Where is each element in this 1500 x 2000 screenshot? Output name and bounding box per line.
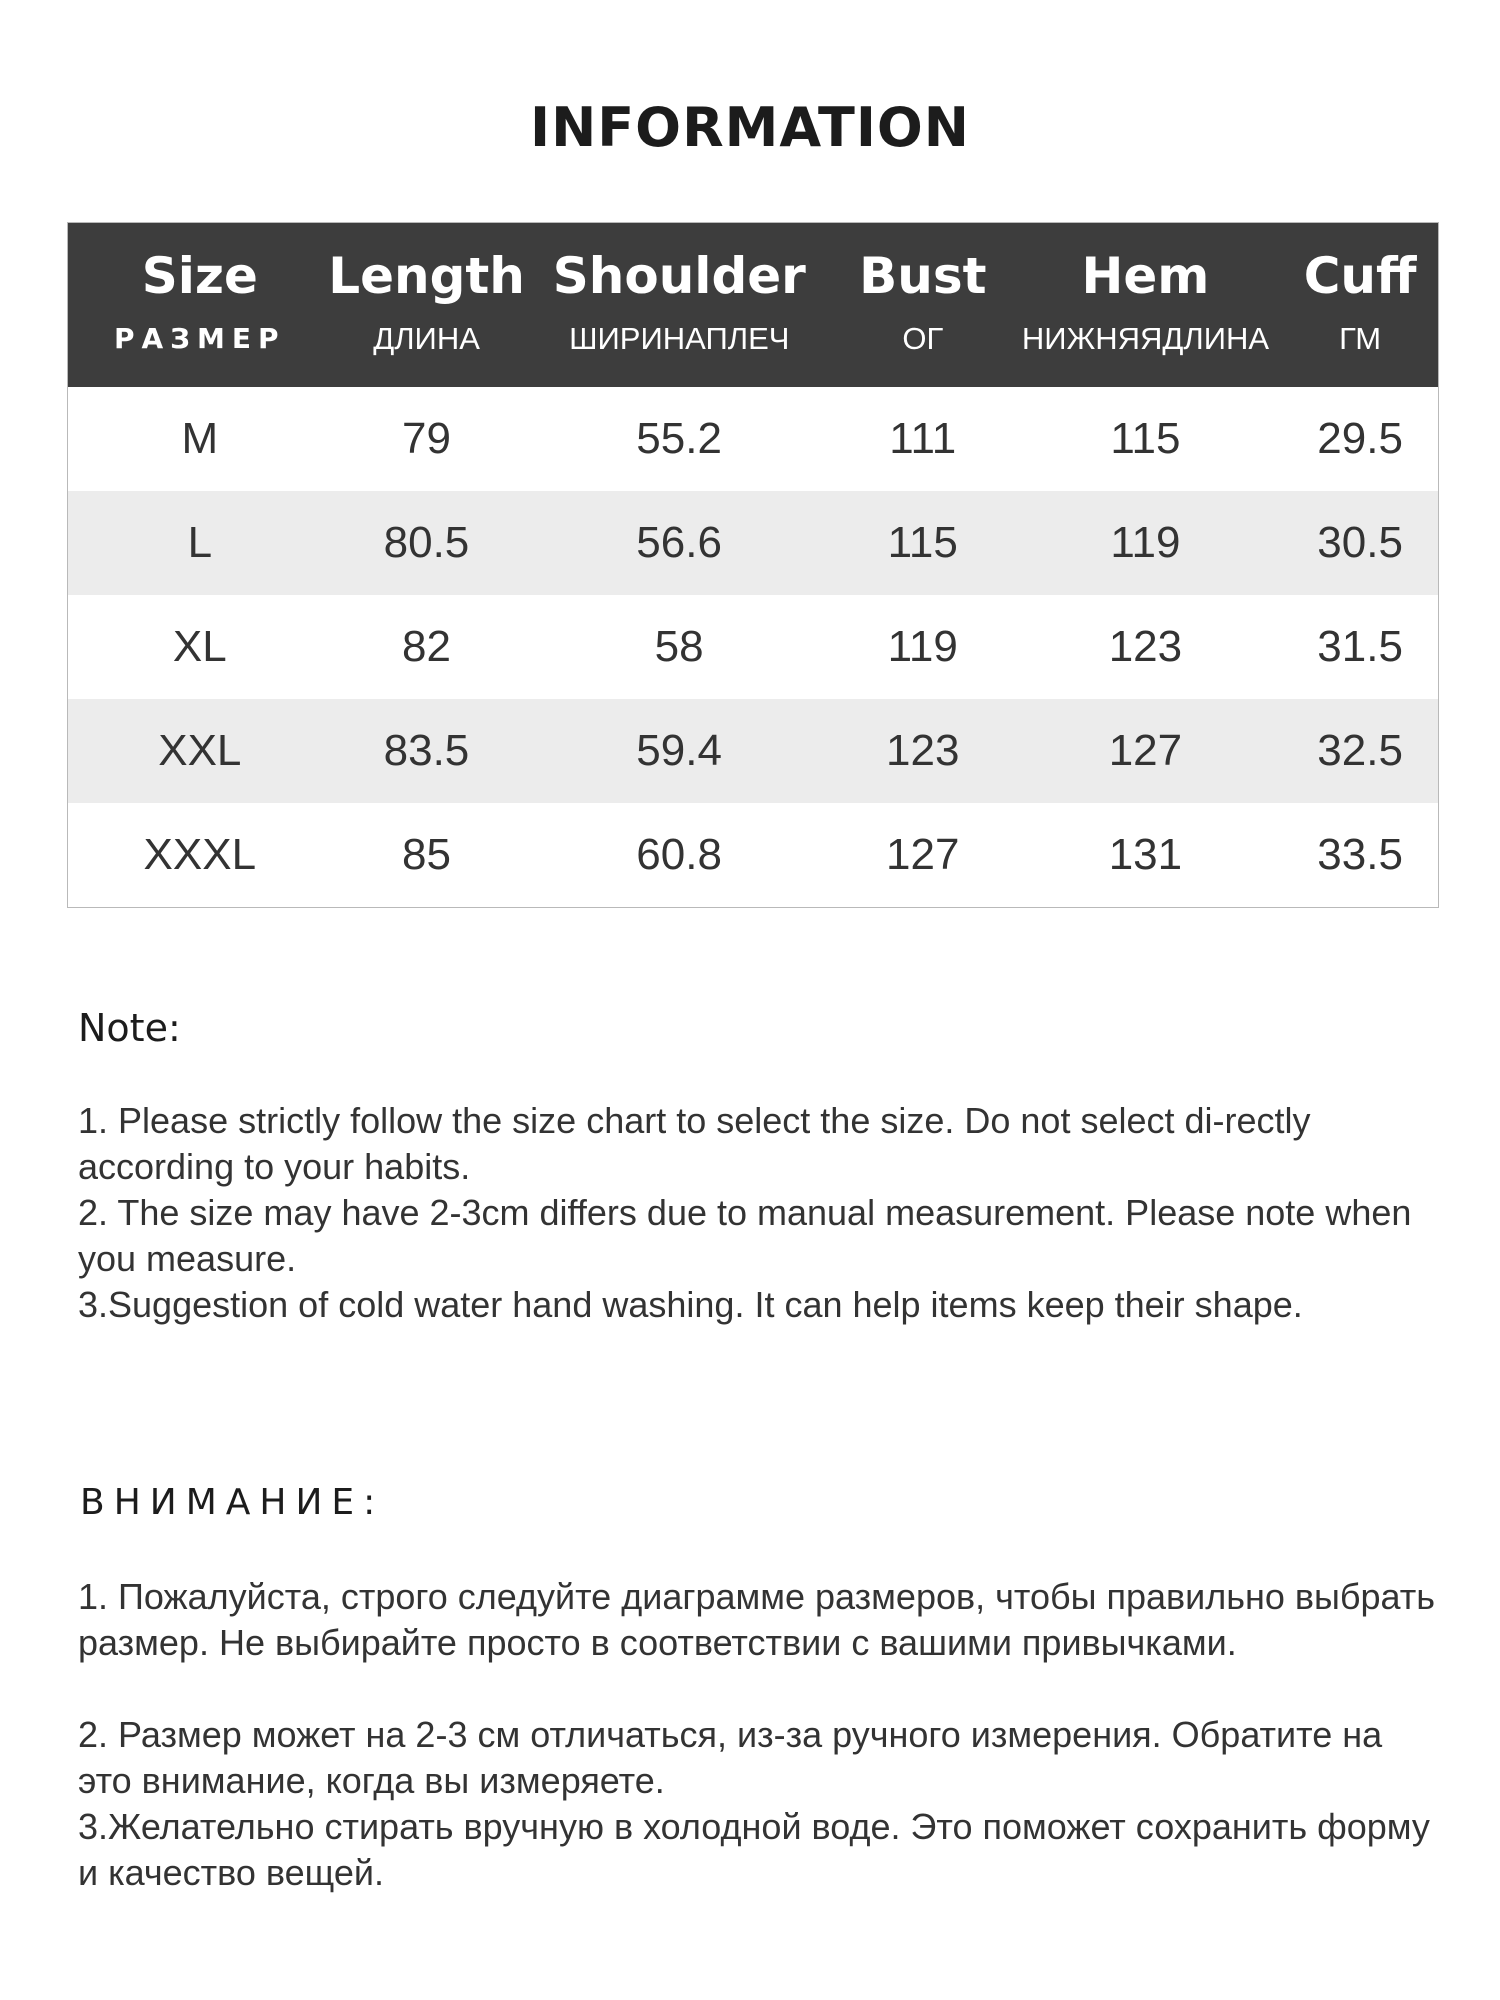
note-item-1: 1. Please strictly follow the size chart to select the size. Do not select di-rectly according to your habits. — [78, 1100, 1311, 1187]
cell-bust: 127 — [886, 830, 960, 879]
cell-shoulder: 56.6 — [636, 518, 722, 567]
size-chart-table — [67, 222, 1439, 908]
cell-shoulder: 58 — [654, 622, 704, 671]
cell-length: 79 — [401, 414, 451, 463]
header-shoulder-ru: ШИРИНАПЛЕЧ — [569, 321, 790, 356]
cell-size: XXXL — [143, 830, 257, 879]
cell-size: XL — [172, 622, 227, 671]
note-ru-heading: ВНИМАНИЕ: — [80, 1482, 385, 1523]
header-hem — [1009, 223, 1283, 387]
header-bust-ru: ОГ — [902, 321, 944, 356]
table-row — [68, 803, 1438, 907]
header-size-en: Size — [141, 247, 258, 305]
header-hem-ru: НИЖНЯЯДЛИНА — [1021, 321, 1270, 356]
cell-length: 85 — [401, 830, 451, 879]
cell-size: L — [187, 518, 213, 567]
cell-hem: 123 — [1108, 622, 1183, 671]
cell-shoulder: 60.8 — [636, 830, 722, 879]
cell-length: 80.5 — [383, 518, 470, 567]
cell-cuff: 32.5 — [1317, 726, 1403, 775]
cell-bust: 115 — [887, 518, 958, 567]
cell-cuff: 31.5 — [1317, 622, 1403, 671]
cell-bust: 119 — [887, 622, 958, 671]
cell-cuff: 30.5 — [1317, 518, 1403, 567]
header-length-en: Length — [328, 247, 525, 305]
cell-size: M — [181, 414, 219, 463]
note-ru-item-3: 3.Желательно стирать вручную в холодной воде. Это поможет сохранить форму и качество вещей. — [78, 1806, 1430, 1893]
cell-hem: 127 — [1108, 726, 1183, 775]
note-ru-item-2: 2. Размер может на 2-3 см отличаться, из-за ручного измерения. Обратите на это внимание, когда вы измеряете. — [78, 1714, 1383, 1801]
table-row — [68, 699, 1438, 803]
header-cuff-ru: ГМ — [1339, 321, 1382, 356]
cell-length: 83.5 — [383, 726, 470, 775]
table-row — [68, 491, 1438, 595]
header-bust-en: Bust — [859, 247, 987, 305]
header-shoulder — [522, 223, 837, 387]
header-hem-en: Hem — [1081, 247, 1210, 305]
note-ru-item-1: 1. Пожалуйста, строго следуйте диаграмме размеров, чтобы правильно выбрать размер. Не выбирайте просто в соответствии с вашими привычками. — [78, 1576, 1436, 1663]
cell-hem: 131 — [1108, 830, 1183, 879]
header-size-ru: РАЗМЕР — [113, 322, 286, 355]
cell-cuff: 33.5 — [1317, 830, 1403, 879]
cell-shoulder: 55.2 — [636, 414, 722, 463]
cell-shoulder: 59.4 — [636, 726, 722, 775]
table-row — [68, 595, 1438, 699]
header-length — [328, 223, 525, 387]
header-cuff — [1282, 223, 1438, 387]
table-header — [68, 223, 1438, 387]
note-heading: Note: — [78, 1006, 181, 1050]
header-length-ru: ДЛИНА — [373, 321, 480, 356]
cell-length: 82 — [401, 622, 451, 671]
note-item-2: 2. The size may have 2-3cm differs due to manual measurement. Please note when you measure. — [78, 1192, 1412, 1279]
cell-size: XXL — [158, 726, 242, 775]
header-bust — [837, 223, 1009, 387]
cell-bust: 123 — [886, 726, 960, 775]
header-cuff-en: Cuff — [1303, 247, 1417, 305]
cell-cuff: 29.5 — [1317, 414, 1403, 463]
cell-hem: 119 — [1110, 518, 1181, 567]
cell-hem: 115 — [1110, 414, 1181, 463]
header-size — [68, 223, 332, 387]
table-row — [68, 387, 1438, 491]
header-shoulder-en: Shoulder — [552, 247, 806, 305]
note-item-3: 3.Suggestion of cold water hand washing. It can help items keep their shape. — [78, 1284, 1303, 1325]
cell-bust: 111 — [889, 414, 957, 463]
page-title: INFORMATION — [529, 96, 971, 159]
